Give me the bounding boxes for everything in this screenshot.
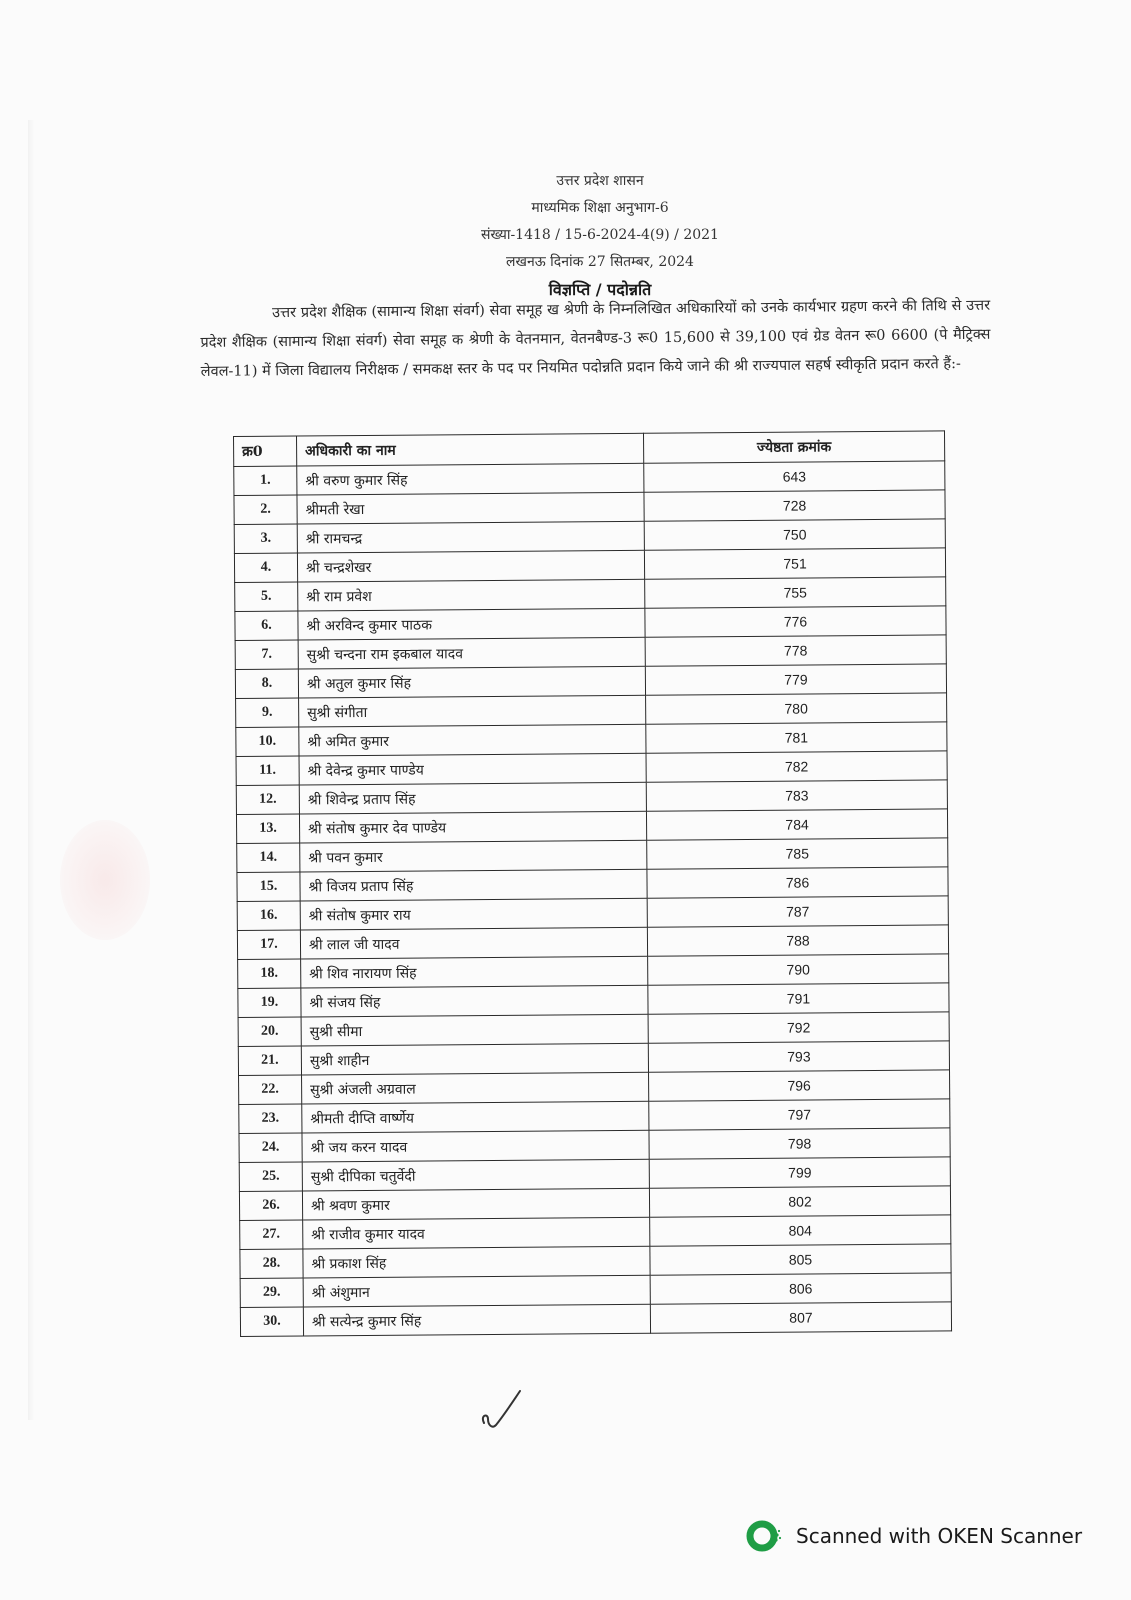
officer-name-cell: श्री संजय सिंह <box>301 985 648 1017</box>
seniority-number-cell: 799 <box>649 1157 950 1188</box>
seniority-number-cell: 797 <box>649 1099 950 1130</box>
serial-number-cell: 27. <box>240 1220 303 1249</box>
seniority-number-cell: 787 <box>647 896 948 927</box>
page-edge-shadow <box>28 120 34 1420</box>
serial-number-cell: 2. <box>234 495 297 524</box>
serial-number-cell: 1. <box>234 466 297 495</box>
seniority-number-cell: 788 <box>647 925 948 956</box>
seniority-number-cell: 779 <box>645 664 946 695</box>
officer-name-cell: श्री रामचन्द्र <box>297 521 644 553</box>
serial-number-cell: 13. <box>236 814 299 843</box>
body-paragraph <box>200 292 991 387</box>
seniority-number-cell: 807 <box>650 1302 951 1333</box>
seniority-number-cell: 792 <box>648 1012 949 1043</box>
serial-number-cell: 10. <box>236 727 299 756</box>
officer-name-cell: श्री सत्येन्द्र कुमार सिंह <box>303 1304 650 1336</box>
seniority-number-cell: 806 <box>650 1273 951 1304</box>
header-reference-number: संख्या-1418 / 15-6-2024-4(9) / 2021 <box>481 227 719 243</box>
officer-name-cell: श्री अरविन्द कुमार पाठक <box>298 608 645 640</box>
officer-name-cell: श्री राम प्रवेश <box>298 579 645 611</box>
column-header-officer-name: अधिकारी का नाम <box>297 433 644 466</box>
officer-name-cell: सुश्री शाहीन <box>301 1043 648 1075</box>
officer-name-cell: श्री जय करन यादव <box>302 1130 649 1162</box>
watermark-text: Scanned with OKEN Scanner <box>796 1524 1083 1548</box>
document-title: विज्ञप्ति / पदोन्नति <box>548 280 652 299</box>
serial-number-cell: 11. <box>236 756 299 785</box>
seniority-number-cell: 785 <box>647 838 948 869</box>
body-paragraph-text: उत्तर प्रदेश शैक्षिक (सामान्य शिक्षा संवर्ग) सेवा समूह ख श्रेणी के निम्नलिखित अधिकारियों को उनके कार्यभार ग्रहण करने की तिथि से उत्तर प्रदेश शैक्षिक (सामान्य शिक्षा संवर्ग) सेवा समूह क श्रेणी के वेतनमान, वेतनबैण्ड-3 रू0 15,600 से 39,100 एवं ग्रेड वेतन रू0 6600 (पे मैट्रिक्स लेवल-11) में जिला विद्यालय निरीक्षक / समकक्ष स्तर के पद पर नियमित पदोन्नति प्रदान किये जाने की श्री राज्यपाल सहर्ष स्वीकृति प्रदान करते हैं:- <box>200 297 991 380</box>
seniority-number-cell: 776 <box>645 606 946 637</box>
column-header-seniority: ज्येष्ठता क्रमांक <box>643 431 944 463</box>
seniority-number-cell: 802 <box>649 1186 950 1217</box>
serial-number-cell: 6. <box>235 611 298 640</box>
seniority-number-cell: 643 <box>644 461 945 492</box>
officer-name-cell: श्री वरुण कुमार सिंह <box>297 463 644 495</box>
seniority-number-cell: 798 <box>649 1128 950 1159</box>
seniority-number-cell: 781 <box>646 722 947 753</box>
oken-scanner-logo-icon <box>746 1518 782 1554</box>
header-place-date: लखनऊ दिनांक 27 सितम्बर, 2024 <box>506 254 694 270</box>
serial-number-cell: 21. <box>238 1046 301 1075</box>
officer-name-cell: श्री पवन कुमार <box>300 840 647 872</box>
seniority-number-cell: 804 <box>650 1215 951 1246</box>
officer-name-cell: सुश्री अंजली अग्रवाल <box>302 1072 649 1104</box>
paragraph-indent <box>200 317 272 318</box>
officer-name-cell: श्री संतोष कुमार देव पाण्डेय <box>299 811 646 843</box>
serial-number-cell: 17. <box>237 930 300 959</box>
officer-name-cell: सुश्री चन्दना राम इकबाल यादव <box>298 637 645 669</box>
officer-name-cell: श्री शिवेन्द्र प्रताप सिंह <box>299 782 646 814</box>
seniority-number-cell: 783 <box>646 780 947 811</box>
serial-number-cell: 30. <box>240 1307 303 1336</box>
seniority-number-cell: 786 <box>647 867 948 898</box>
officer-name-cell: श्री अमित कुमार <box>299 724 646 756</box>
seniority-number-cell: 780 <box>646 693 947 724</box>
officer-name-cell: श्री श्रवण कुमार <box>302 1188 649 1220</box>
serial-number-cell: 15. <box>237 872 300 901</box>
serial-number-cell: 20. <box>238 1017 301 1046</box>
serial-number-cell: 24. <box>239 1133 302 1162</box>
seniority-number-cell: 755 <box>645 577 946 608</box>
officer-name-cell: श्री शिव नारायण सिंह <box>301 956 648 988</box>
handwritten-signature <box>470 1385 530 1435</box>
officer-name-cell: श्री चन्द्रशेखर <box>297 550 644 582</box>
seniority-number-cell: 784 <box>646 809 947 840</box>
header-government: उत्तर प्रदेश शासन <box>556 173 644 189</box>
table-body <box>234 461 952 1337</box>
seniority-number-cell: 791 <box>648 983 949 1014</box>
serial-number-cell: 8. <box>235 669 298 698</box>
serial-number-cell: 4. <box>234 553 297 582</box>
serial-number-cell: 18. <box>238 959 301 988</box>
column-header-serial: क्र0 <box>234 436 297 466</box>
officer-name-cell: श्री विजय प्रताप सिंह <box>300 869 647 901</box>
seniority-number-cell: 796 <box>649 1070 950 1101</box>
officer-name-cell: श्री अंशुमान <box>303 1275 650 1307</box>
officer-name-cell: सुश्री सीमा <box>301 1014 648 1046</box>
document-header <box>380 168 820 303</box>
serial-number-cell: 7. <box>235 640 298 669</box>
paper-stain <box>60 820 150 940</box>
serial-number-cell: 25. <box>239 1162 302 1191</box>
serial-number-cell: 23. <box>239 1104 302 1133</box>
seniority-number-cell: 728 <box>644 490 945 521</box>
officer-name-cell: श्रीमती दीप्ति वार्ष्णेय <box>302 1101 649 1133</box>
officer-name-cell: श्री प्रकाश सिंह <box>303 1246 650 1278</box>
officer-name-cell: श्रीमती रेखा <box>297 492 644 524</box>
serial-number-cell: 3. <box>234 524 297 553</box>
officer-name-cell: सुश्री संगीता <box>299 695 646 727</box>
serial-number-cell: 28. <box>240 1249 303 1278</box>
serial-number-cell: 19. <box>238 988 301 1017</box>
scanner-watermark <box>746 1518 1082 1554</box>
seniority-number-cell: 805 <box>650 1244 951 1275</box>
officer-name-cell: श्री देवेन्द्र कुमार पाण्डेय <box>299 753 646 785</box>
serial-number-cell: 26. <box>239 1191 302 1220</box>
table-row <box>240 1302 951 1337</box>
officer-name-cell: श्री अतुल कुमार सिंह <box>298 666 645 698</box>
officer-name-cell: श्री राजीव कुमार यादव <box>303 1217 650 1249</box>
officer-name-cell: श्री संतोष कुमार राय <box>300 898 647 930</box>
serial-number-cell: 9. <box>236 698 299 727</box>
officer-name-cell: सुश्री दीपिका चतुर्वेदी <box>302 1159 649 1191</box>
officer-promotion-table <box>233 430 952 1337</box>
seniority-number-cell: 790 <box>648 954 949 985</box>
serial-number-cell: 12. <box>236 785 299 814</box>
officer-name-cell: श्री लाल जी यादव <box>300 927 647 959</box>
seniority-number-cell: 750 <box>644 519 945 550</box>
serial-number-cell: 5. <box>235 582 298 611</box>
serial-number-cell: 14. <box>237 843 300 872</box>
serial-number-cell: 16. <box>237 901 300 930</box>
seniority-number-cell: 782 <box>646 751 947 782</box>
serial-number-cell: 22. <box>239 1075 302 1104</box>
seniority-number-cell: 751 <box>644 548 945 579</box>
seniority-number-cell: 793 <box>648 1041 949 1072</box>
seniority-number-cell: 778 <box>645 635 946 666</box>
serial-number-cell: 29. <box>240 1278 303 1307</box>
header-department: माध्यमिक शिक्षा अनुभाग-6 <box>531 200 669 216</box>
